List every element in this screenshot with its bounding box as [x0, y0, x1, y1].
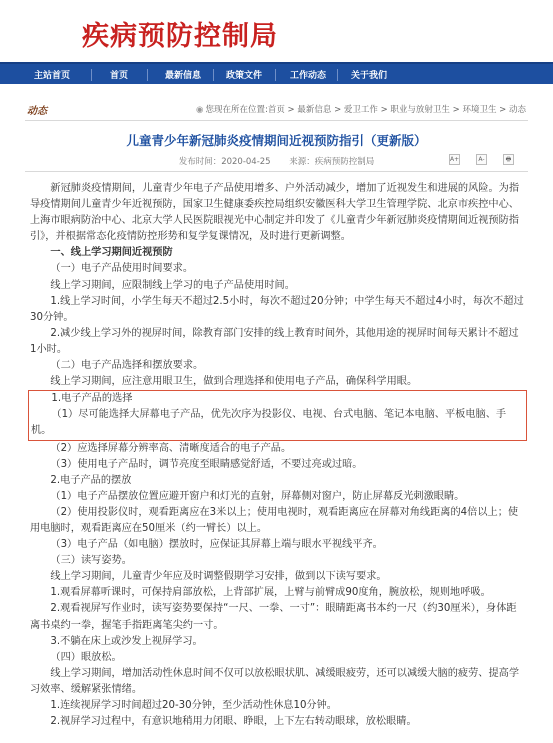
font-decrease-button[interactable]: A- — [476, 154, 487, 165]
paragraph: （3）使用电子产品时，调节亮度至眼睛感觉舒适，不要过亮或过暗。 — [50, 458, 363, 470]
nav-divider — [213, 69, 214, 81]
paragraph: 线上学习期间，增加活动性休息时间不仅可以放松眼状肌、减缓眼疲劳，还可以减缓大脑的疲劳、提高学习效率、缓解紧张情绪。 — [30, 667, 520, 695]
paragraph: 3.不躺在床上或沙发上视屏学习。 — [50, 635, 203, 647]
breadcrumb-bar — [25, 99, 528, 121]
nav-item-policy[interactable]: 政策文件 — [226, 71, 263, 81]
subsection-heading: （四）眼放松。 — [50, 651, 122, 663]
paragraph: 1.连续视屏学习时间超过20-30分钟，至少活动性休息10分钟。 — [50, 700, 337, 711]
paragraph: 2.视屏学习过程中，有意识地稍用力闭眼、睁眼，上下左右转动眼球，放松眼睛。 — [50, 716, 417, 728]
breadcrumb-current: 动态 — [508, 105, 526, 115]
subsection-heading: （二）电子产品选择和摆放要求。 — [50, 360, 204, 372]
print-icon[interactable]: 🖶 — [503, 154, 514, 165]
site-header — [0, 0, 553, 62]
paragraph: 1.线上学习时间，小学生每天不超过2.5小时，每次不超过20分钟；中学生每天不超过4小时，每次不超过30分钟。 — [30, 295, 524, 323]
article-body — [30, 181, 525, 730]
section-heading: 一、线上学习期间近视预防 — [50, 247, 173, 259]
highlighted-box — [28, 390, 527, 440]
nav-divider — [275, 69, 276, 81]
breadcrumb-prefix: 您现在所在位置: — [205, 105, 268, 115]
nav-item-latest[interactable]: 最新信息 — [165, 71, 202, 81]
main-nav — [0, 62, 553, 84]
nav-divider — [337, 69, 338, 81]
article-meta — [25, 155, 528, 172]
breadcrumb — [196, 103, 526, 115]
nav-item-work-news[interactable]: 工作动态 — [290, 71, 327, 81]
paragraph: 2.减少线上学习外的视屏时间，除教育部门安排的线上教育时间外，其他用途的视屏时间每天累计不超过1小时。 — [30, 327, 519, 355]
paragraph: 2.观看视屏写作业时，读写姿势要保持“一尺、一拳、一寸”：眼睛距离书本约一尺（约30厘米），身体距离书桌约一拳，握笔手指距离笔尖约一寸。 — [30, 603, 517, 631]
paragraph: 线上学习期间，应限制线上学习的电子产品使用时间。 — [50, 279, 295, 291]
paragraph: 1.观看屏幕听课时，可保持肩部放松，上背部扩展，上臂与前臂成90度角，腕放松，规则地呼吸。 — [50, 587, 491, 599]
location-pin-icon: ◉ — [196, 105, 204, 115]
paragraph: （1）尽可能选择大屏幕电子产品，优先次序为投影仪、电视、台式电脑、笔记本电脑、平板电脑、手机。 — [31, 409, 507, 437]
paragraph: （3）电子产品（如电脑）摆放时，应保证其屏幕上端与眼水平视线平齐。 — [50, 539, 383, 551]
paragraph: （1）电子产品摆放位置应避开窗户和灯光的直射，屏幕侧对窗户，防止屏幕反光刺激眼睛。 — [50, 490, 465, 502]
subsection-heading: （一）电子产品使用时间要求。 — [50, 263, 194, 275]
font-increase-button[interactable]: A+ — [450, 156, 460, 163]
nav-item-home[interactable]: 首页 — [110, 71, 129, 81]
font-tools — [441, 154, 522, 165]
paragraph: 2.电子产品的摆放 — [50, 474, 132, 486]
paragraph: 线上学习期间，儿童青少年应及时调整假期学习安排，做到以下读写要求。 — [50, 571, 387, 583]
intro-paragraph: 新冠肺炎疫情期间，儿童青少年电子产品使用增多、户外活动减少，增加了近视发生和进展的风险。为指导疫情期间儿童青少年近视预防，国家卫生健康委疾控局组织安徽医科大学卫生管理学院、北京市疾控中心、上海市眼病防治中心、北京大学人民医院眼视光中心制定并印发了《儿童青少年新冠肺炎疫情期间近视预防指引》，并根据常态化疫情防控形势和复学复课情况，及时进行更新调整。 — [30, 183, 520, 243]
section-label: 动态 — [27, 106, 47, 117]
paragraph: （2）应选择屏幕分辨率高、清晰度适合的电子产品。 — [50, 442, 292, 454]
nav-item-about[interactable]: 关于我们 — [351, 71, 388, 81]
nav-item-main-home[interactable]: 主站首页 — [34, 71, 71, 81]
paragraph: 1.电子产品的选择 — [51, 393, 133, 405]
subsection-heading: （三）读写姿势。 — [50, 555, 132, 567]
paragraph: （2）使用投影仪时，观看距离应在3米以上；使用电视时，观看距离应在屏幕对角线距离的4倍以上；使用电脑时，观看距离应在50厘米（约一臂长）以上。 — [30, 506, 519, 534]
publish-date: 发布时间：2020-04-25 — [178, 157, 271, 167]
breadcrumb-path[interactable]: 首页 > 最新信息 > 爱卫工作 > 职业与放射卫生 > 环境卫生 > — [267, 105, 509, 115]
article-source: 来源：疾病预防控制局 — [289, 157, 375, 167]
site-title: 疾病预防控制局 — [82, 21, 278, 52]
nav-divider — [147, 69, 148, 81]
nav-divider — [91, 69, 92, 81]
article-title: 儿童青少年新冠肺炎疫情期间近视预防指引（更新版） — [126, 133, 427, 148]
paragraph: 线上学习期间，应注意用眼卫生，做到合理选择和使用电子产品，确保科学用眼。 — [50, 376, 418, 388]
